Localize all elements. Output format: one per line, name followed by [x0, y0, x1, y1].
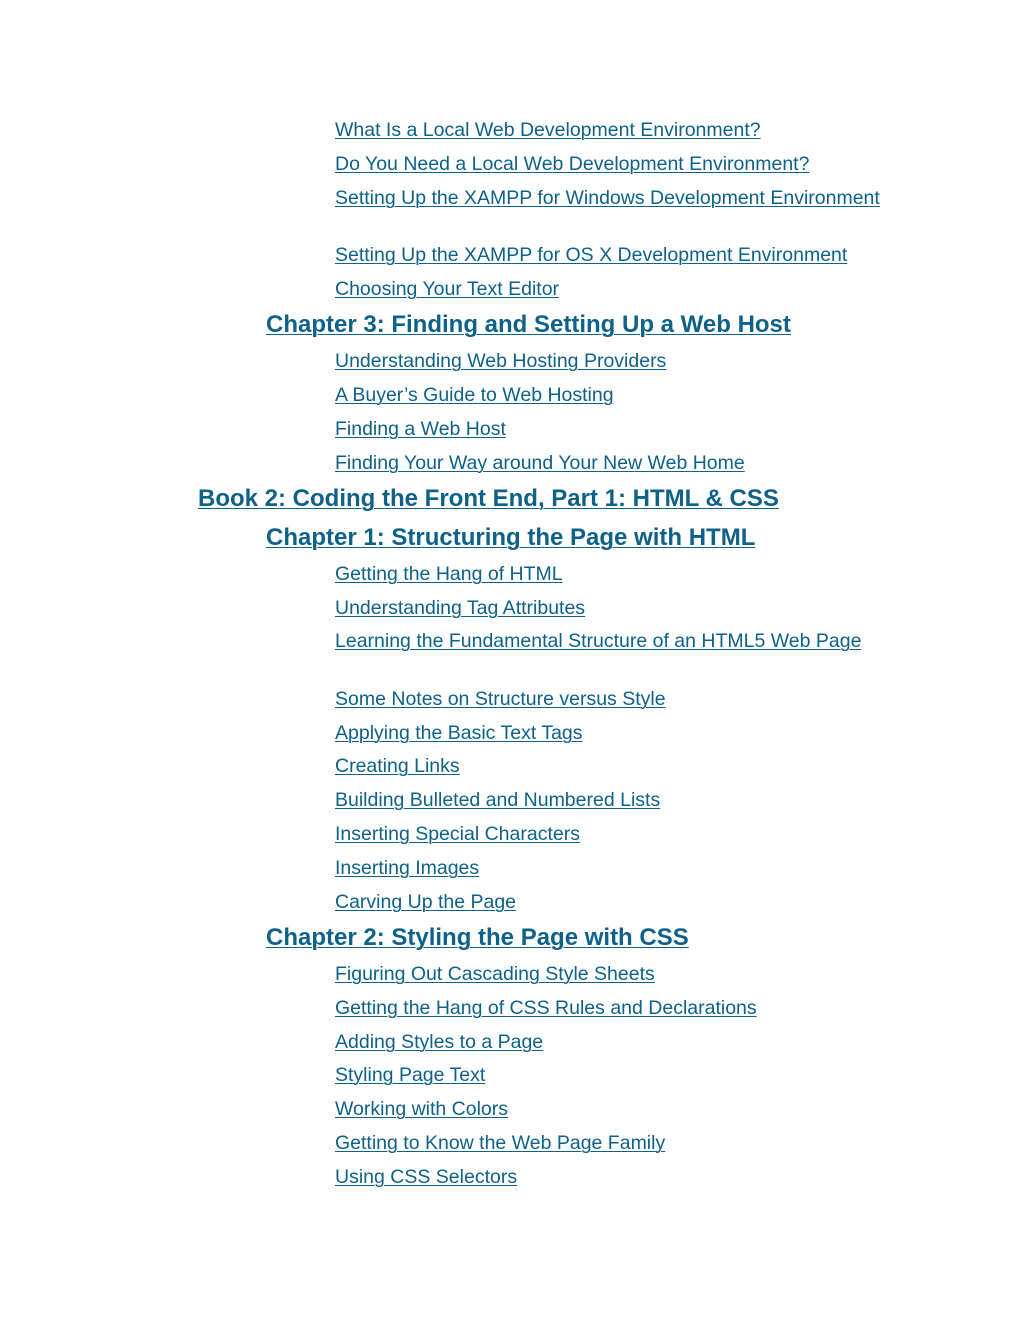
toc-section-link[interactable]: Choosing Your Text Editor	[335, 278, 560, 300]
toc-section-link[interactable]: Finding Your Way around Your New Web Home	[335, 452, 745, 474]
toc-section-link[interactable]: Using CSS Selectors	[335, 1166, 518, 1188]
toc-section-link[interactable]: Inserting Special Characters	[335, 823, 580, 845]
toc-chapter-link[interactable]: Chapter 3: Finding and Setting Up a Web Host	[266, 311, 791, 338]
toc-section-link[interactable]: Building Bulleted and Numbered Lists	[335, 789, 661, 811]
toc-section-link[interactable]: Some Notes on Structure versus Style	[335, 688, 666, 710]
toc-section-link[interactable]: Inserting Images	[335, 857, 480, 879]
toc-section-link[interactable]: Getting to Know the Web Page Family	[335, 1132, 666, 1154]
toc-section-link[interactable]: Understanding Tag Attributes	[335, 597, 586, 619]
toc-section-link[interactable]: Setting Up the XAMPP for OS X Development Environment	[335, 244, 848, 266]
toc-book-link[interactable]: Book 2: Coding the Front End, Part 1: HTML & CSS	[198, 485, 779, 512]
toc-section-link[interactable]: Figuring Out Cascading Style Sheets	[335, 963, 655, 985]
toc-section-link[interactable]: Styling Page Text	[335, 1064, 486, 1086]
toc-section-link[interactable]: Creating Links	[335, 755, 460, 777]
toc-section-link[interactable]: Do You Need a Local Web Development Environment?	[335, 153, 810, 175]
toc-section-link[interactable]: A Buyer’s Guide to Web Hosting	[335, 384, 614, 406]
toc-section-link[interactable]: Learning the Fundamental Structure of an HTML5 Web Page	[335, 630, 862, 652]
toc-section-link[interactable]: Finding a Web Host	[335, 418, 506, 440]
toc-section-link[interactable]: Adding Styles to a Page	[335, 1031, 544, 1053]
toc-chapter-link[interactable]: Chapter 1: Structuring the Page with HTML	[266, 524, 756, 551]
toc-section-link[interactable]: Carving Up the Page	[335, 891, 517, 913]
toc-section-link[interactable]: Working with Colors	[335, 1098, 509, 1120]
toc-section-link[interactable]: Setting Up the XAMPP for Windows Development Environment	[335, 187, 880, 209]
toc-section-link[interactable]: Applying the Basic Text Tags	[335, 722, 583, 744]
toc-section-link[interactable]: Getting the Hang of HTML	[335, 563, 563, 585]
toc-section-link[interactable]: What Is a Local Web Development Environment?	[335, 119, 761, 141]
toc-section-link[interactable]: Understanding Web Hosting Providers	[335, 350, 667, 372]
toc-section-link[interactable]: Getting the Hang of CSS Rules and Declarations	[335, 997, 757, 1019]
toc-chapter-link[interactable]: Chapter 2: Styling the Page with CSS	[266, 924, 689, 951]
